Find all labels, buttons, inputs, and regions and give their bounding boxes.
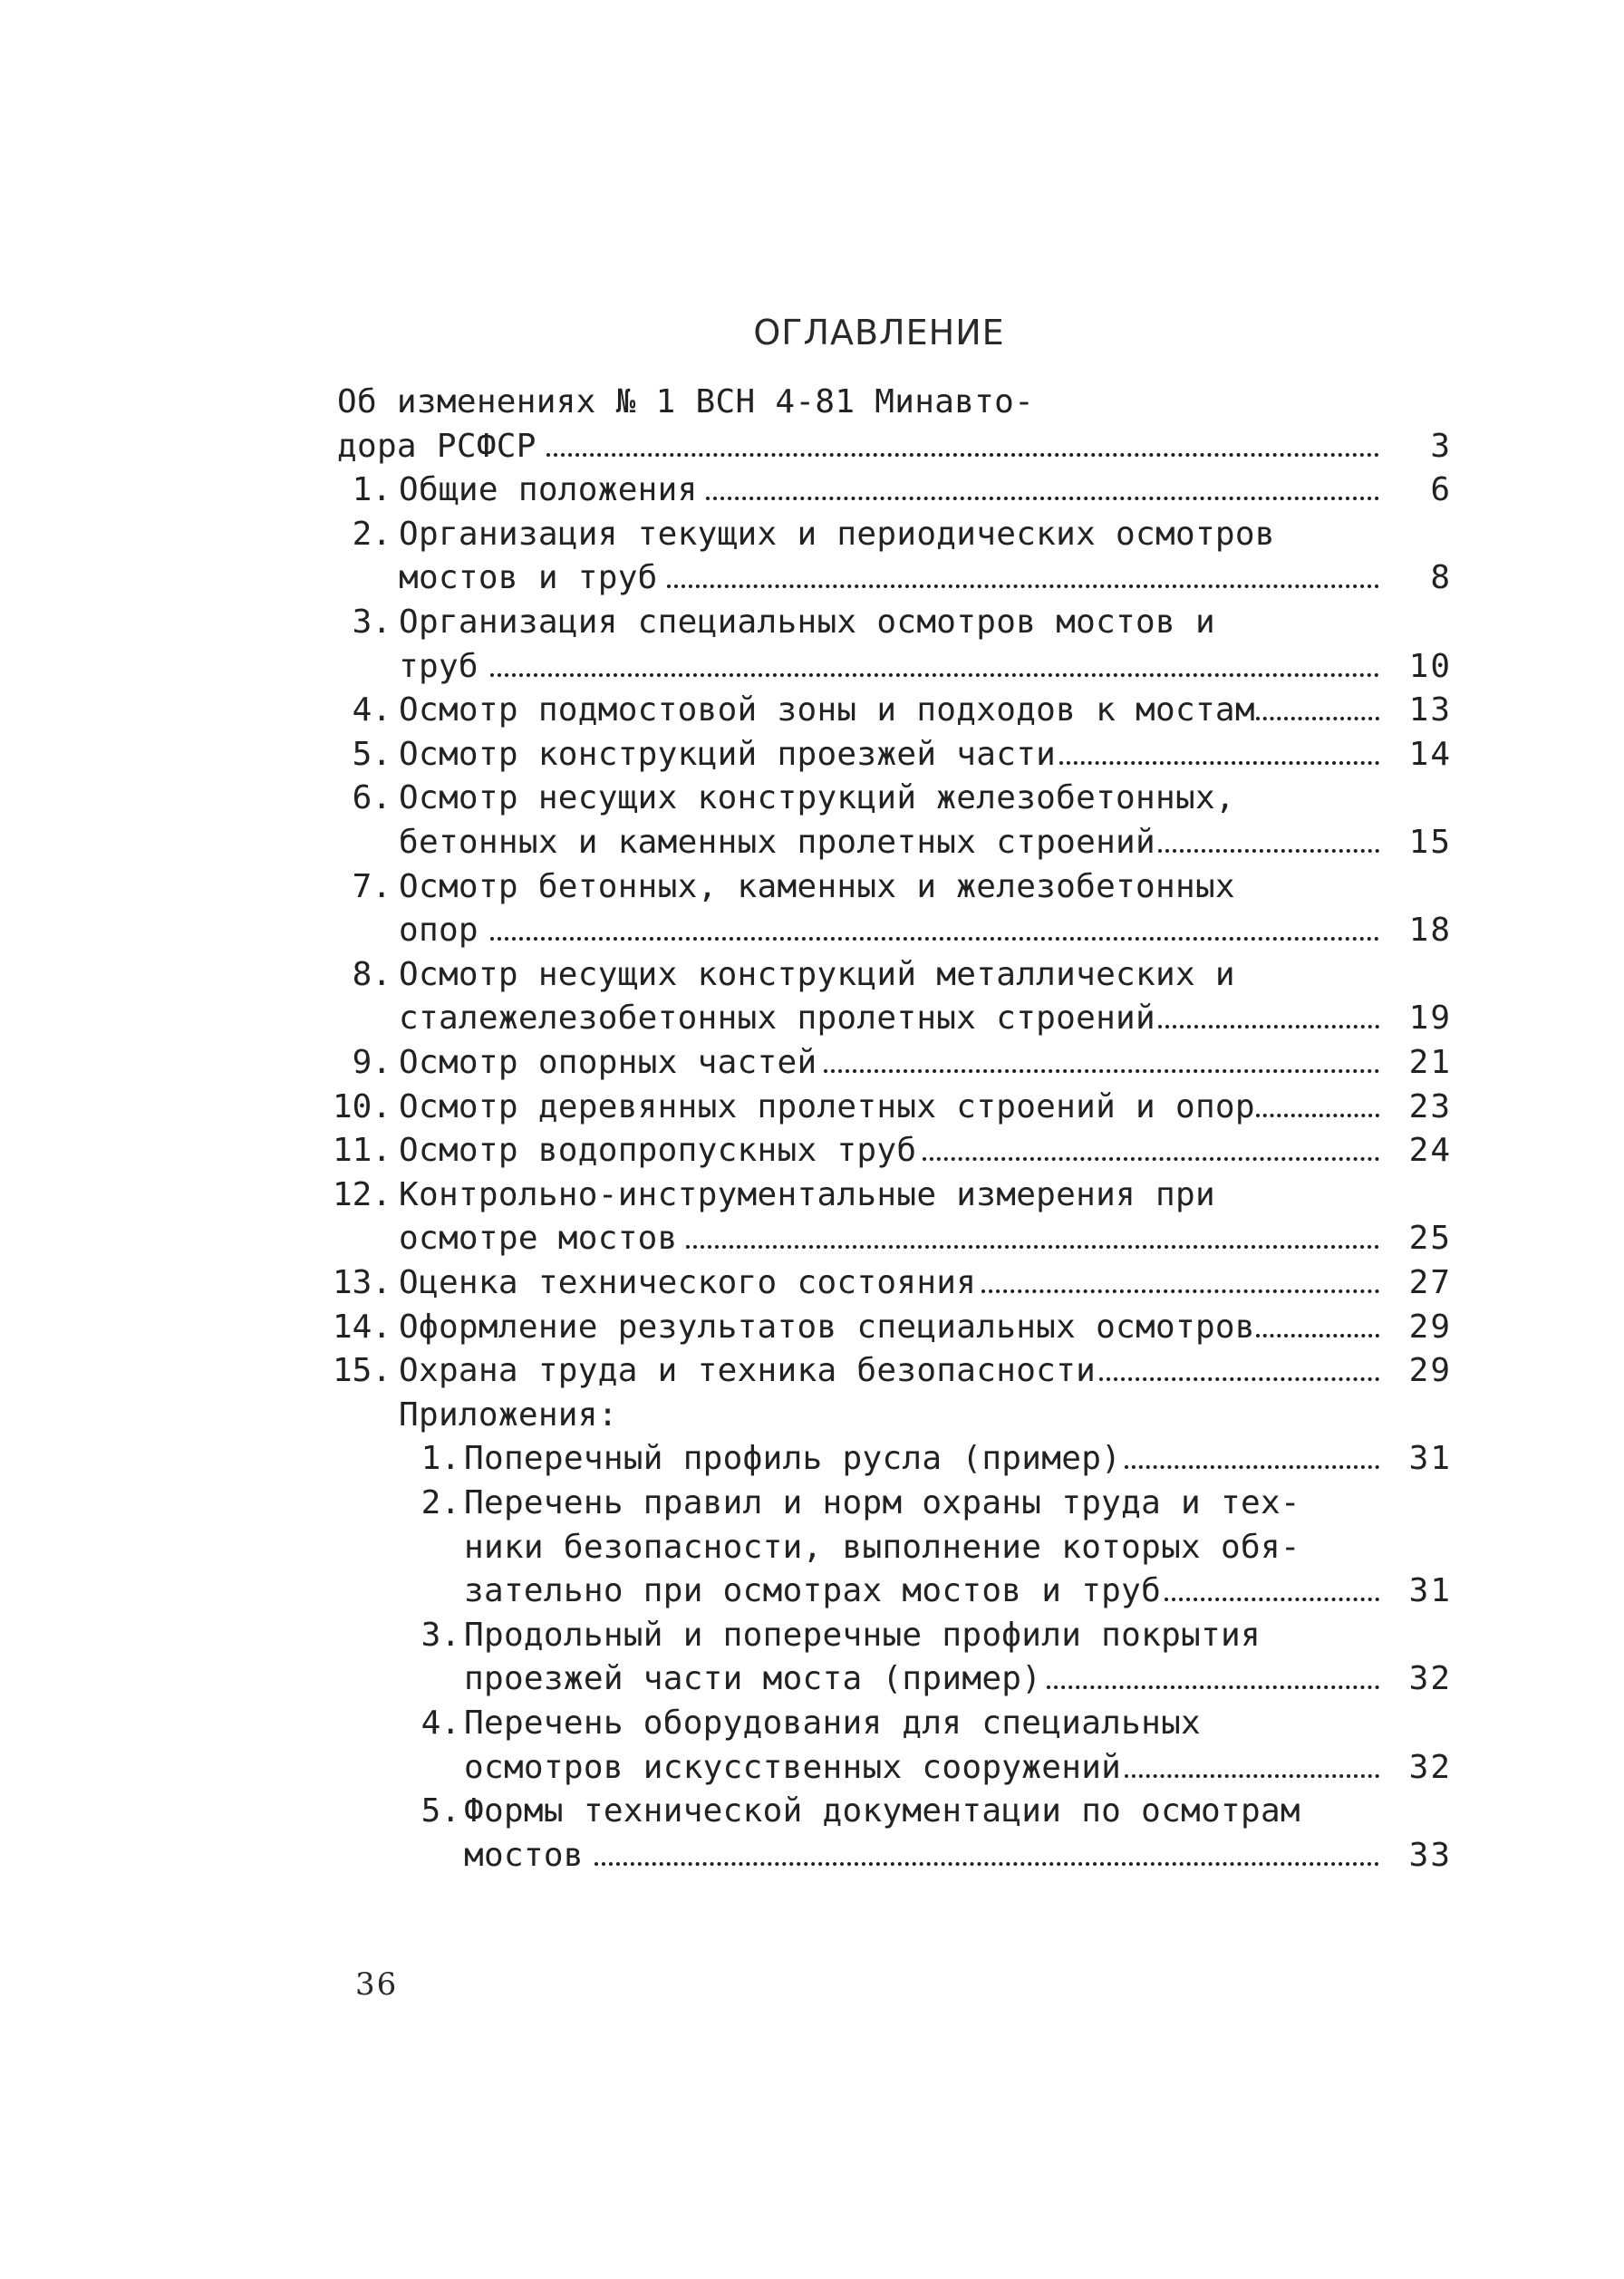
dot-leader bbox=[1099, 1349, 1379, 1393]
dot-leader bbox=[824, 1041, 1379, 1085]
entry-page-number: 3 bbox=[1430, 427, 1452, 465]
entry-page-number: 29 bbox=[1408, 1352, 1452, 1390]
dot-leader bbox=[1059, 733, 1379, 777]
entry-title-line: Контрольно-инструментальные измерения при bbox=[399, 1175, 1215, 1213]
entry-title-line: Осмотр подмостовой зоны и подходов к мостам bbox=[399, 691, 1255, 729]
entry-number: 7. bbox=[352, 867, 392, 905]
entry-title-line: Осмотр бетонных, каменных и железобетонных bbox=[399, 867, 1235, 905]
entry-title-line: ники безопасности, выполнение которых обя- bbox=[464, 1528, 1300, 1566]
entry-page-number: 8 bbox=[1430, 559, 1452, 597]
entry-number: 10. bbox=[332, 1087, 392, 1125]
entry-title-line: зательно при осмотрах мостов и труб bbox=[464, 1572, 1162, 1610]
toc-title: ОГЛАВЛЕНИЕ bbox=[753, 313, 1005, 352]
entry-number: 2. bbox=[352, 515, 392, 553]
entry-number: 3. bbox=[352, 604, 392, 641]
dot-leader bbox=[1256, 1306, 1379, 1349]
entry-page-number: 33 bbox=[1408, 1836, 1452, 1874]
entry-page-number: 25 bbox=[1408, 1220, 1452, 1258]
dot-leader bbox=[1158, 821, 1379, 864]
entry-title-line: опор bbox=[399, 912, 478, 950]
dot-leader bbox=[923, 1129, 1379, 1173]
entry-title-line: Осмотр конструкций проезжей части bbox=[399, 735, 1057, 773]
entry-page-number: 32 bbox=[1408, 1660, 1452, 1698]
entry-number: 1. bbox=[420, 1440, 460, 1478]
dot-leader bbox=[686, 1217, 1379, 1260]
entry-title-line: Оценка технического состояния bbox=[399, 1264, 977, 1301]
entry-title-line: Осмотр водопропускных труб bbox=[399, 1132, 917, 1170]
entry-title-line: мостов и труб bbox=[399, 559, 658, 597]
appendix-heading: Приложения: bbox=[399, 1395, 618, 1434]
entry-title-line: Осмотр деревянных пролетных строений и опор bbox=[399, 1087, 1255, 1125]
entry-page-number: 24 bbox=[1408, 1132, 1452, 1170]
dot-leader bbox=[706, 468, 1379, 512]
dot-leader bbox=[490, 909, 1379, 952]
entry-number: 4. bbox=[352, 691, 392, 729]
entry-title-line: Перечень правил и норм охраны труда и тех- bbox=[464, 1484, 1300, 1521]
dot-leader bbox=[1165, 1569, 1379, 1613]
entry-number: 15. bbox=[332, 1352, 392, 1390]
entry-number: 8. bbox=[352, 955, 392, 993]
dot-leader bbox=[1125, 1437, 1379, 1481]
entry-page-number: 31 bbox=[1408, 1440, 1452, 1478]
dot-leader bbox=[1158, 997, 1379, 1040]
entry-page-number: 31 bbox=[1408, 1572, 1452, 1610]
entry-number: 2. bbox=[420, 1484, 460, 1521]
entry-page-number: 23 bbox=[1408, 1087, 1452, 1125]
entry-page-number: 15 bbox=[1408, 824, 1452, 861]
entry-title-line: сталежелезобетонных пролетных строений bbox=[399, 999, 1156, 1038]
entry-title-line: осмотров искусственных сооружений bbox=[464, 1748, 1122, 1786]
entry-number: 5. bbox=[352, 735, 392, 773]
entry-title-line: бетонных и каменных пролетных строений bbox=[399, 824, 1156, 861]
entry-title-line: Оформление результатов специальных осмотров bbox=[399, 1308, 1255, 1346]
entry-title-line: Об изменениях № 1 ВСН 4-81 Минавто- bbox=[337, 383, 1035, 420]
entry-title-line: осмотре мостов bbox=[399, 1220, 678, 1258]
dot-leader bbox=[667, 556, 1379, 600]
dot-leader bbox=[490, 645, 1379, 689]
entry-page-number: 13 bbox=[1408, 691, 1452, 729]
dot-leader bbox=[1125, 1746, 1379, 1790]
entry-title-line: Организация специальных осмотров мостов и bbox=[399, 604, 1215, 641]
entry-page-number: 27 bbox=[1408, 1264, 1452, 1301]
entry-title-line: Продольный и поперечные профили покрытия bbox=[464, 1616, 1261, 1654]
entry-title-line: труб bbox=[399, 647, 478, 685]
entry-title-line: Организация текущих и периодических осмотров bbox=[399, 515, 1275, 553]
entry-title-line: Поперечный профиль русла (пример) bbox=[464, 1440, 1122, 1478]
entry-page-number: 6 bbox=[1430, 471, 1452, 509]
entry-title-line: мостов bbox=[464, 1836, 584, 1874]
entry-title-line: Охрана труда и техника безопасности bbox=[399, 1352, 1097, 1390]
entry-page-number: 32 bbox=[1408, 1748, 1452, 1786]
dot-leader bbox=[1256, 689, 1379, 732]
dot-leader bbox=[1256, 1086, 1379, 1129]
entry-number: 5. bbox=[420, 1792, 460, 1830]
entry-title-line: Формы технической документации по осмотрам bbox=[464, 1792, 1300, 1830]
entry-number: 3. bbox=[420, 1616, 460, 1654]
dot-leader bbox=[546, 425, 1379, 468]
entry-page-number: 10 bbox=[1408, 647, 1452, 685]
page-number: 36 bbox=[355, 1966, 399, 2003]
entry-title-line: Общие положения bbox=[399, 471, 698, 509]
entry-title-line: проезжей части моста (пример) bbox=[464, 1660, 1042, 1698]
entry-page-number: 18 bbox=[1408, 912, 1452, 950]
dot-leader bbox=[594, 1834, 1379, 1878]
entry-title-line: Осмотр несущих конструкций железобетонных, bbox=[399, 779, 1235, 817]
entry-title-line: Осмотр опорных частей bbox=[399, 1044, 817, 1081]
entry-number: 14. bbox=[332, 1308, 392, 1346]
entry-title-line: Перечень оборудования для специальных bbox=[464, 1704, 1202, 1742]
entry-number: 4. bbox=[420, 1704, 460, 1742]
entry-number: 1. bbox=[352, 471, 392, 509]
entry-number: 9. bbox=[352, 1044, 392, 1081]
dot-leader bbox=[1047, 1657, 1379, 1701]
dot-leader bbox=[981, 1261, 1379, 1305]
entry-title-line: Осмотр несущих конструкций металлических и bbox=[399, 955, 1235, 993]
entry-title-line: дора РСФСР bbox=[337, 427, 536, 465]
entry-number: 13. bbox=[332, 1264, 392, 1301]
entry-number: 11. bbox=[332, 1132, 392, 1170]
entry-page-number: 14 bbox=[1408, 735, 1452, 773]
entry-page-number: 21 bbox=[1408, 1044, 1452, 1081]
entry-page-number: 19 bbox=[1408, 999, 1452, 1038]
entry-page-number: 29 bbox=[1408, 1308, 1452, 1346]
entry-number: 6. bbox=[352, 779, 392, 817]
entry-number: 12. bbox=[332, 1175, 392, 1213]
